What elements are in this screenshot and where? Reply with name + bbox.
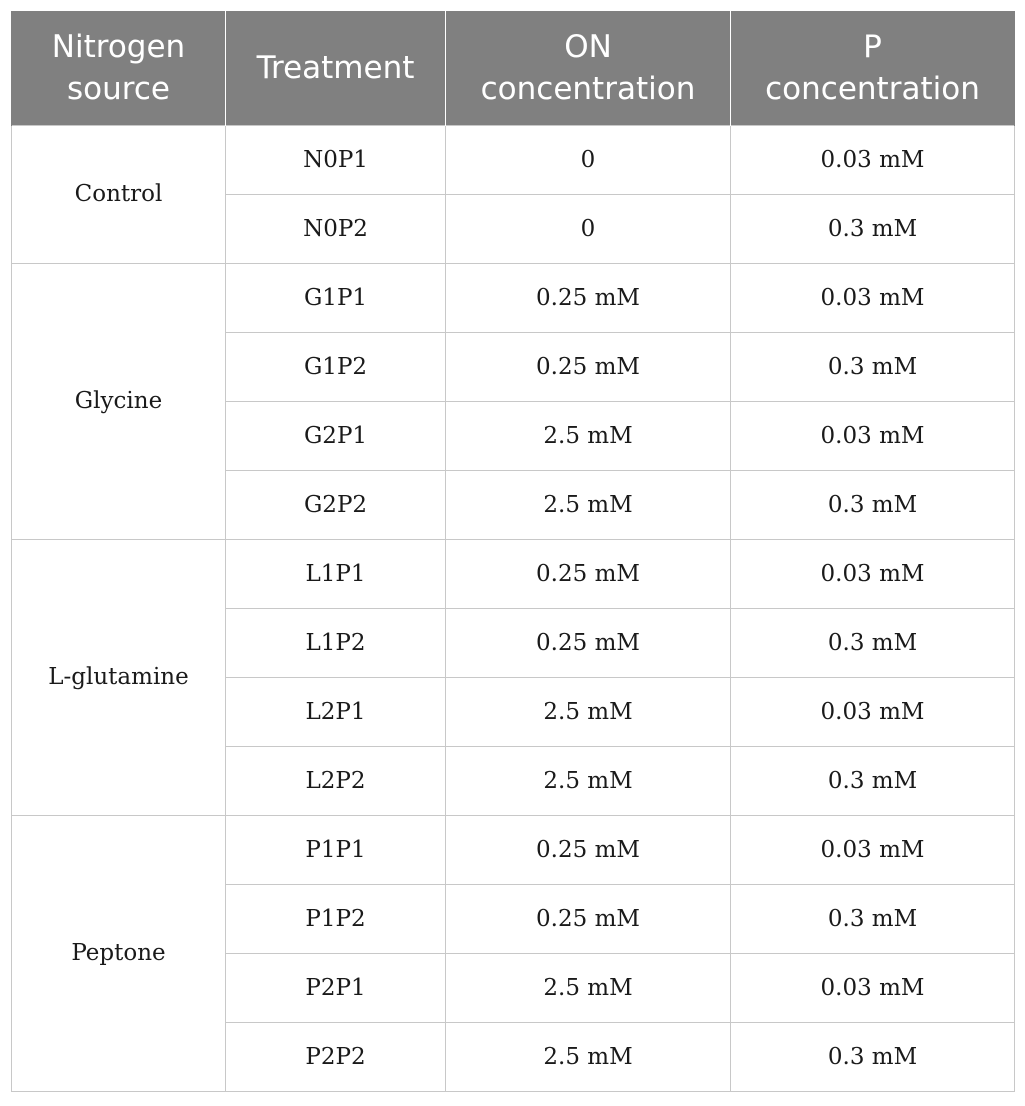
on-concentration-cell: 0: [446, 125, 731, 194]
treatment-cell: G1P2: [226, 332, 446, 401]
table-row: [12, 263, 1015, 332]
on-concentration-cell: 0.25 mM: [446, 539, 731, 608]
header-line: P: [863, 28, 882, 65]
table-row: [12, 815, 1015, 884]
treatment-table: [11, 11, 1015, 1092]
header-line: ON: [564, 28, 612, 65]
p-concentration-cell: 0.3 mM: [731, 746, 1015, 815]
header-line: concentration: [480, 70, 696, 107]
table-header: [12, 11, 1015, 125]
on-concentration-cell: 0: [446, 194, 731, 263]
on-concentration-cell: 0.25 mM: [446, 332, 731, 401]
p-concentration-cell: 0.03 mM: [731, 539, 1015, 608]
on-concentration-cell: 0.25 mM: [446, 815, 731, 884]
table-row: [12, 125, 1015, 194]
treatment-cell: P2P2: [226, 1022, 446, 1091]
treatment-cell: G2P1: [226, 401, 446, 470]
header-line: source: [67, 70, 170, 107]
table-row: [12, 539, 1015, 608]
header-line: Treatment: [256, 49, 415, 86]
p-concentration-cell: 0.03 mM: [731, 677, 1015, 746]
on-concentration-cell: 2.5 mM: [446, 470, 731, 539]
p-concentration-cell: 0.03 mM: [731, 953, 1015, 1022]
on-concentration-cell: 2.5 mM: [446, 746, 731, 815]
nitrogen-source-cell: Glycine: [12, 263, 226, 539]
p-concentration-cell: 0.03 mM: [731, 125, 1015, 194]
nitrogen-source-cell: L-glutamine: [12, 539, 226, 815]
treatment-cell: N0P1: [226, 125, 446, 194]
p-concentration-cell: 0.3 mM: [731, 470, 1015, 539]
on-concentration-cell: 2.5 mM: [446, 401, 731, 470]
header-p-concentration: [731, 11, 1015, 125]
p-concentration-cell: 0.03 mM: [731, 263, 1015, 332]
header-nitrogen-source: [12, 11, 226, 125]
treatment-cell: P1P2: [226, 884, 446, 953]
on-concentration-cell: 0.25 mM: [446, 263, 731, 332]
treatment-cell: G1P1: [226, 263, 446, 332]
nitrogen-source-cell: Peptone: [12, 815, 226, 1091]
treatment-cell: L1P1: [226, 539, 446, 608]
header-line: Nitrogen: [51, 28, 186, 65]
p-concentration-cell: 0.3 mM: [731, 608, 1015, 677]
p-concentration-cell: 0.3 mM: [731, 332, 1015, 401]
on-concentration-cell: 2.5 mM: [446, 1022, 731, 1091]
nitrogen-source-cell: Control: [12, 125, 226, 263]
table-body: [12, 125, 1015, 1091]
header-line: concentration: [765, 70, 980, 107]
treatment-cell: N0P2: [226, 194, 446, 263]
p-concentration-cell: 0.3 mM: [731, 884, 1015, 953]
treatment-cell: P1P1: [226, 815, 446, 884]
p-concentration-cell: 0.03 mM: [731, 401, 1015, 470]
header-on-concentration: [446, 11, 731, 125]
treatment-cell: L2P1: [226, 677, 446, 746]
treatment-cell: L1P2: [226, 608, 446, 677]
header-treatment: [226, 11, 446, 125]
treatment-cell: P2P1: [226, 953, 446, 1022]
header-row: [12, 11, 1015, 125]
p-concentration-cell: 0.03 mM: [731, 815, 1015, 884]
treatment-cell: G2P2: [226, 470, 446, 539]
p-concentration-cell: 0.3 mM: [731, 1022, 1015, 1091]
on-concentration-cell: 0.25 mM: [446, 884, 731, 953]
on-concentration-cell: 2.5 mM: [446, 677, 731, 746]
p-concentration-cell: 0.3 mM: [731, 194, 1015, 263]
on-concentration-cell: 0.25 mM: [446, 608, 731, 677]
treatment-cell: L2P2: [226, 746, 446, 815]
on-concentration-cell: 2.5 mM: [446, 953, 731, 1022]
